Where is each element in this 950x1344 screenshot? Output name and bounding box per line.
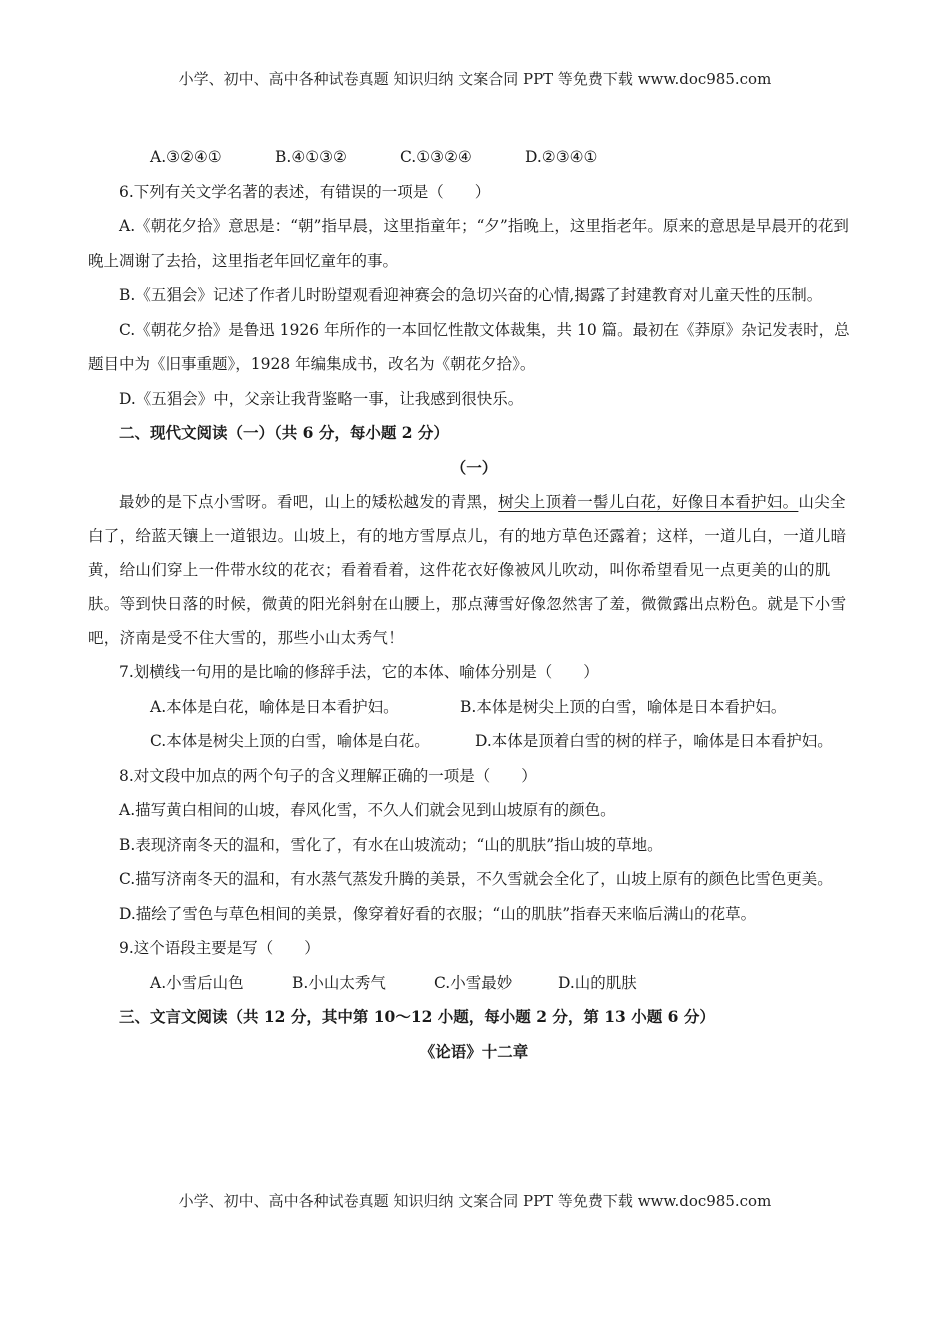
passage-underlined-sentence: 树尖上顶着一髻儿白花，好像日本看护妇。 xyxy=(498,493,799,511)
q9-option-b: B.小山太秀气 xyxy=(292,973,386,992)
q6-option-c: C.《朝花夕拾》是鲁迅 1926 年所作的一本回忆性散文体裁集，共 10 篇。最初在《莽原》杂记发表时，总题目中为《旧事重题》，1928 年编集成书，改名为《朝花夕拾》。 xyxy=(88,320,850,373)
q7-options-row1 xyxy=(88,690,860,725)
q8-option-c: C.描写济南冬天的温和，有水蒸气蒸发升腾的美景，不久雪就会全化了，山坡上原有的颜色比雪色更美。 xyxy=(119,870,833,888)
passage-text-1: 最妙的是下点小雪呀。看吧，山上的矮松越发的青黑， xyxy=(119,493,499,511)
q7-option-b: B.本体是树尖上顶的白雪，喻体是日本看护妇。 xyxy=(460,697,787,716)
exam-content xyxy=(88,140,860,1069)
page-footer: 小学、初中、高中各种试卷真题 知识归纳 文案合同 PPT 等免费下载 www.doc985.com xyxy=(178,1192,772,1210)
q6-option-a: A.《朝花夕拾》意思是：“朝”指早晨，这里指童年；“夕”指晚上，这里指老年。原来的意思是早晨开的花到晚上凋谢了去拾，这里指老年回忆童年的事。 xyxy=(88,217,849,270)
q5-option-a: A.③②④① xyxy=(150,148,222,166)
q5-option-d: D.②③④① xyxy=(525,148,598,166)
passage-text-2: 山尖全白了，给蓝天镶上一道银边。山坡上，有的地方雪厚点儿，有的地方草色还露着；这样，一道儿白，一道儿暗黄，给山们穿上一件带水纹的花衣；看着看着，这件花衣好像被风儿吹动，叫你希望看见一点更美的山的肌肤。等到快日落的时候，微黄的阳光斜射在山腰上，那点薄雪好像忽然害了羞，微微露出点粉色。就是下小雪吧，济南是受不住大雪的，那些小山太秀气！ xyxy=(88,493,847,647)
q8-option-b: B.表现济南冬天的温和，雪化了，有水在山坡流动；“山的肌肤”指山坡的草地。 xyxy=(119,835,663,854)
q6-option-b: B.《五猖会》记述了作者儿时盼望观看迎神赛会的急切兴奋的心情,揭露了封建教育对儿童天性的压制。 xyxy=(119,286,823,304)
q6-stem: 6.下列有关文学名著的表述，有错误的一项是（ ） xyxy=(119,182,491,201)
q6-option-d: D.《五猖会》中，父亲让我背鉴略一事，让我感到很快乐。 xyxy=(119,389,524,408)
section3-subtitle: 《论语》十二章 xyxy=(419,1041,529,1061)
q5-option-b: B.④①③② xyxy=(275,148,347,166)
page-header: 小学、初中、高中各种试卷真题 知识归纳 文案合同 PPT 等免费下载 www.doc985.com xyxy=(178,70,772,88)
q8-option-d: D.描绘了雪色与草色相间的美景，像穿着好看的衣服；“山的肌肤”指春天来临后满山的花草。 xyxy=(119,904,757,923)
section3-title: 三、文言文阅读（共 12 分，其中第 10～12 小题，每小题 2 分，第 13 小题 6 分） xyxy=(119,1007,715,1026)
q9-option-a: A.小雪后山色 xyxy=(150,973,244,992)
q7-options-row2 xyxy=(88,724,860,759)
q7-option-a: A.本体是白花，喻体是日本看护妇。 xyxy=(150,697,399,716)
q9-options xyxy=(88,966,860,1001)
q7-option-d: D.本体是顶着白雪的树的样子，喻体是日本看护妇。 xyxy=(475,732,833,750)
q8-option-a: A.描写黄白相间的山坡，春风化雪，不久人们就会见到山坡原有的颜色。 xyxy=(119,801,616,819)
q8-stem: 8.对文段中加点的两个句子的含义理解正确的一项是（ ） xyxy=(119,766,537,785)
q5-option-c: C.①③②④ xyxy=(400,148,472,166)
q9-stem: 9.这个语段主要是写（ ） xyxy=(119,939,320,957)
q9-option-d: D.山的肌肤 xyxy=(558,973,637,992)
q7-stem: 7.划横线一句用的是比喻的修辞手法，它的本体、喻体分别是（ ） xyxy=(119,663,599,681)
q7-option-c: C.本体是树尖上顶的白雪，喻体是白花。 xyxy=(150,732,430,750)
reading-passage xyxy=(88,485,860,655)
q9-option-c: C.小雪最妙 xyxy=(434,973,513,992)
section2-title: 二、现代文阅读（一）（共 6 分，每小题 2 分） xyxy=(119,423,449,442)
q5-options xyxy=(88,140,860,175)
section2-subtitle: （一） xyxy=(450,457,498,477)
